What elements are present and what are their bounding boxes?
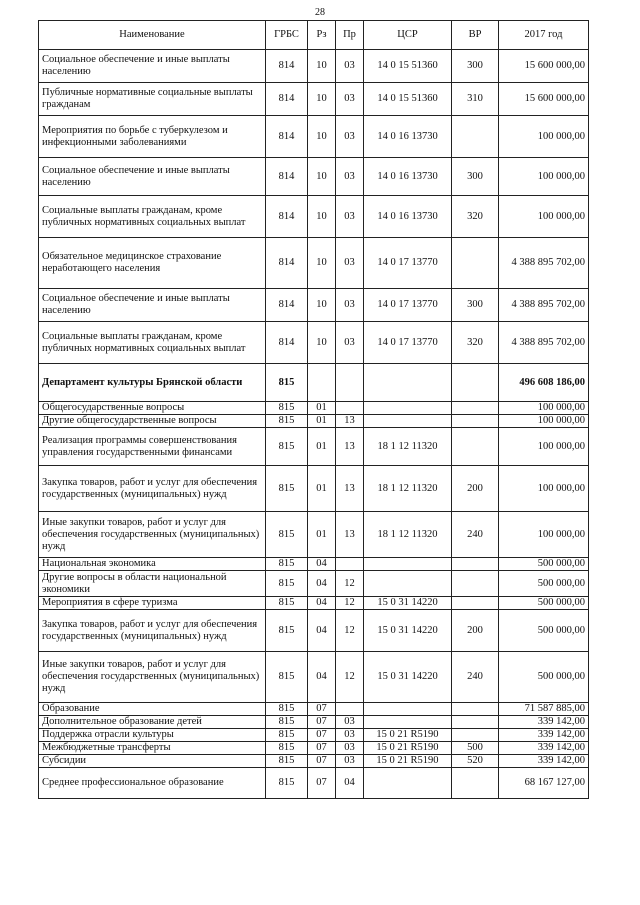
cell-csr: 15 0 31 14220 <box>364 652 452 703</box>
cell-name: Социальное обеспечение и иные выплаты населению <box>39 50 266 83</box>
cell-vr: 200 <box>452 466 499 512</box>
table-row <box>39 402 589 415</box>
cell-grbs: 815 <box>266 466 308 512</box>
cell-rz: 07 <box>308 742 336 755</box>
cell-vr <box>452 415 499 428</box>
cell-amount: 500 000,00 <box>499 597 589 610</box>
table-row <box>39 116 589 158</box>
cell-pr: 12 <box>336 652 364 703</box>
cell-name: Другие вопросы в области национальной экономики <box>39 571 266 597</box>
cell-csr: 15 0 21 R5190 <box>364 755 452 768</box>
cell-amount: 100 000,00 <box>499 196 589 238</box>
cell-vr <box>452 571 499 597</box>
cell-grbs: 815 <box>266 729 308 742</box>
cell-name: Публичные нормативные социальные выплаты гражданам <box>39 83 266 116</box>
cell-rz: 04 <box>308 652 336 703</box>
cell-pr: 03 <box>336 83 364 116</box>
cell-csr <box>364 558 452 571</box>
cell-amount: 100 000,00 <box>499 402 589 415</box>
cell-csr: 14 0 17 13770 <box>364 238 452 289</box>
cell-amount: 100 000,00 <box>499 428 589 466</box>
cell-grbs: 815 <box>266 428 308 466</box>
table-header-row <box>39 21 589 50</box>
cell-pr: 03 <box>336 50 364 83</box>
cell-name: Межбюджетные трансферты <box>39 742 266 755</box>
cell-amount: 339 142,00 <box>499 755 589 768</box>
table-row <box>39 196 589 238</box>
cell-grbs: 815 <box>266 716 308 729</box>
cell-grbs: 814 <box>266 50 308 83</box>
table-row <box>39 158 589 196</box>
cell-pr: 13 <box>336 428 364 466</box>
cell-pr <box>336 558 364 571</box>
cell-vr: 310 <box>452 83 499 116</box>
table-row <box>39 466 589 512</box>
table-row <box>39 83 589 116</box>
cell-name: Поддержка отрасли культуры <box>39 729 266 742</box>
cell-grbs: 815 <box>266 652 308 703</box>
cell-amount: 100 000,00 <box>499 158 589 196</box>
cell-amount: 339 142,00 <box>499 716 589 729</box>
col-header-name: Наименование <box>39 21 266 50</box>
cell-grbs: 815 <box>266 402 308 415</box>
cell-csr: 15 0 21 R5190 <box>364 742 452 755</box>
cell-rz: 01 <box>308 428 336 466</box>
cell-vr <box>452 729 499 742</box>
cell-csr <box>364 571 452 597</box>
cell-amount: 68 167 127,00 <box>499 768 589 799</box>
cell-csr <box>364 768 452 799</box>
cell-name: Департамент культуры Брянской области <box>39 364 266 402</box>
cell-vr <box>452 428 499 466</box>
cell-name: Дополнительное образование детей <box>39 716 266 729</box>
cell-rz: 10 <box>308 158 336 196</box>
cell-rz: 07 <box>308 755 336 768</box>
cell-pr: 03 <box>336 729 364 742</box>
cell-pr: 12 <box>336 597 364 610</box>
cell-grbs: 814 <box>266 196 308 238</box>
cell-vr: 300 <box>452 158 499 196</box>
cell-amount: 500 000,00 <box>499 558 589 571</box>
cell-pr: 03 <box>336 238 364 289</box>
cell-csr: 18 1 12 11320 <box>364 466 452 512</box>
cell-csr: 14 0 17 13770 <box>364 322 452 364</box>
cell-rz: 04 <box>308 597 336 610</box>
cell-rz: 10 <box>308 116 336 158</box>
cell-name: Иные закупки товаров, работ и услуг для обеспечения государственных (муниципальных) нужд <box>39 512 266 558</box>
table-row <box>39 768 589 799</box>
cell-pr: 13 <box>336 466 364 512</box>
cell-pr: 04 <box>336 768 364 799</box>
cell-amount: 339 142,00 <box>499 729 589 742</box>
cell-amount: 4 388 895 702,00 <box>499 289 589 322</box>
cell-grbs: 814 <box>266 238 308 289</box>
cell-grbs: 814 <box>266 83 308 116</box>
col-header-rz: Рз <box>308 21 336 50</box>
cell-rz: 01 <box>308 402 336 415</box>
cell-vr: 320 <box>452 322 499 364</box>
cell-rz: 07 <box>308 768 336 799</box>
cell-amount: 100 000,00 <box>499 116 589 158</box>
col-header-grbs: ГРБС <box>266 21 308 50</box>
cell-grbs: 815 <box>266 571 308 597</box>
cell-rz: 07 <box>308 716 336 729</box>
cell-grbs: 815 <box>266 768 308 799</box>
cell-pr: 03 <box>336 716 364 729</box>
cell-name: Мероприятия по борьбе с туберкулезом и инфекционными заболеваниями <box>39 116 266 158</box>
cell-pr: 03 <box>336 289 364 322</box>
cell-pr <box>336 703 364 716</box>
cell-rz: 01 <box>308 466 336 512</box>
table-row <box>39 755 589 768</box>
table-row <box>39 289 589 322</box>
col-header-vr: ВР <box>452 21 499 50</box>
cell-amount: 500 000,00 <box>499 571 589 597</box>
cell-csr: 15 0 31 14220 <box>364 597 452 610</box>
cell-amount: 100 000,00 <box>499 415 589 428</box>
cell-csr: 18 1 12 11320 <box>364 512 452 558</box>
cell-rz: 07 <box>308 703 336 716</box>
cell-pr: 03 <box>336 755 364 768</box>
cell-grbs: 814 <box>266 116 308 158</box>
cell-csr <box>364 402 452 415</box>
cell-name: Субсидии <box>39 755 266 768</box>
table-row <box>39 742 589 755</box>
cell-vr: 300 <box>452 50 499 83</box>
table-row <box>39 322 589 364</box>
table-row <box>39 415 589 428</box>
cell-vr: 300 <box>452 289 499 322</box>
cell-name: Социальные выплаты гражданам, кроме публичных нормативных социальных выплат <box>39 196 266 238</box>
cell-vr: 520 <box>452 755 499 768</box>
cell-pr: 03 <box>336 322 364 364</box>
table-row <box>39 238 589 289</box>
cell-grbs: 815 <box>266 597 308 610</box>
page-number: 28 <box>315 7 325 18</box>
cell-csr: 14 0 16 13730 <box>364 116 452 158</box>
cell-grbs: 814 <box>266 289 308 322</box>
cell-vr <box>452 116 499 158</box>
cell-amount: 15 600 000,00 <box>499 83 589 116</box>
cell-name: Национальная экономика <box>39 558 266 571</box>
cell-name: Социальное обеспечение и иные выплаты населению <box>39 289 266 322</box>
cell-vr <box>452 597 499 610</box>
table-row <box>39 716 589 729</box>
cell-grbs: 815 <box>266 610 308 652</box>
cell-csr: 14 0 16 13730 <box>364 158 452 196</box>
cell-amount: 339 142,00 <box>499 742 589 755</box>
cell-name: Образование <box>39 703 266 716</box>
cell-pr <box>336 402 364 415</box>
cell-name: Мероприятия в сфере туризма <box>39 597 266 610</box>
table-row <box>39 571 589 597</box>
table-row <box>39 729 589 742</box>
cell-amount: 100 000,00 <box>499 512 589 558</box>
cell-amount: 71 587 885,00 <box>499 703 589 716</box>
cell-name: Общегосударственные вопросы <box>39 402 266 415</box>
cell-csr <box>364 703 452 716</box>
cell-pr: 03 <box>336 196 364 238</box>
cell-csr: 14 0 15 51360 <box>364 50 452 83</box>
table-row <box>39 597 589 610</box>
col-header-pr: Пр <box>336 21 364 50</box>
cell-rz: 10 <box>308 238 336 289</box>
cell-rz: 10 <box>308 83 336 116</box>
cell-rz: 07 <box>308 729 336 742</box>
cell-name: Другие общегосударственные вопросы <box>39 415 266 428</box>
cell-rz: 01 <box>308 512 336 558</box>
cell-name: Реализация программы совершенствования управления государственными финансами <box>39 428 266 466</box>
cell-vr <box>452 716 499 729</box>
cell-vr <box>452 238 499 289</box>
cell-pr: 13 <box>336 415 364 428</box>
table-row <box>39 428 589 466</box>
cell-csr: 15 0 21 R5190 <box>364 729 452 742</box>
cell-pr: 03 <box>336 116 364 158</box>
cell-vr <box>452 402 499 415</box>
cell-vr: 200 <box>452 610 499 652</box>
cell-vr: 240 <box>452 652 499 703</box>
cell-name: Социальное обеспечение и иные выплаты населению <box>39 158 266 196</box>
cell-grbs: 815 <box>266 512 308 558</box>
cell-csr: 14 0 15 51360 <box>364 83 452 116</box>
cell-grbs: 815 <box>266 364 308 402</box>
cell-amount: 500 000,00 <box>499 652 589 703</box>
cell-amount: 15 600 000,00 <box>499 50 589 83</box>
col-header-csr: ЦСР <box>364 21 452 50</box>
cell-rz: 01 <box>308 415 336 428</box>
cell-amount: 4 388 895 702,00 <box>499 238 589 289</box>
cell-amount: 100 000,00 <box>499 466 589 512</box>
cell-rz: 04 <box>308 558 336 571</box>
cell-vr: 240 <box>452 512 499 558</box>
table-row <box>39 512 589 558</box>
cell-name: Закупка товаров, работ и услуг для обеспечения государственных (муниципальных) нужд <box>39 610 266 652</box>
cell-name: Социальные выплаты гражданам, кроме публичных нормативных социальных выплат <box>39 322 266 364</box>
cell-rz: 10 <box>308 196 336 238</box>
cell-pr: 13 <box>336 512 364 558</box>
table-row <box>39 558 589 571</box>
cell-vr <box>452 768 499 799</box>
cell-csr: 15 0 31 14220 <box>364 610 452 652</box>
cell-name: Среднее профессиональное образование <box>39 768 266 799</box>
cell-pr: 12 <box>336 571 364 597</box>
cell-grbs: 815 <box>266 703 308 716</box>
budget-table <box>38 20 589 799</box>
cell-grbs: 814 <box>266 158 308 196</box>
cell-name: Иные закупки товаров, работ и услуг для обеспечения государственных (муниципальных) нужд <box>39 652 266 703</box>
cell-rz: 04 <box>308 610 336 652</box>
cell-amount: 4 388 895 702,00 <box>499 322 589 364</box>
cell-grbs: 815 <box>266 755 308 768</box>
cell-rz <box>308 364 336 402</box>
cell-csr: 14 0 17 13770 <box>364 289 452 322</box>
cell-vr <box>452 703 499 716</box>
cell-pr: 03 <box>336 158 364 196</box>
cell-name: Закупка товаров, работ и услуг для обеспечения государственных (муниципальных) нужд <box>39 466 266 512</box>
cell-pr: 12 <box>336 610 364 652</box>
cell-pr <box>336 364 364 402</box>
cell-amount: 500 000,00 <box>499 610 589 652</box>
cell-vr <box>452 558 499 571</box>
cell-rz: 10 <box>308 322 336 364</box>
cell-rz: 04 <box>308 571 336 597</box>
table-row <box>39 652 589 703</box>
cell-grbs: 815 <box>266 558 308 571</box>
table-row <box>39 610 589 652</box>
cell-amount: 496 608 186,00 <box>499 364 589 402</box>
col-header-amount: 2017 год <box>499 21 589 50</box>
table-row <box>39 364 589 402</box>
cell-csr <box>364 716 452 729</box>
cell-grbs: 815 <box>266 415 308 428</box>
cell-vr: 320 <box>452 196 499 238</box>
cell-csr: 14 0 16 13730 <box>364 196 452 238</box>
cell-rz: 10 <box>308 289 336 322</box>
cell-grbs: 815 <box>266 742 308 755</box>
table-row <box>39 703 589 716</box>
cell-vr <box>452 364 499 402</box>
cell-rz: 10 <box>308 50 336 83</box>
cell-csr <box>364 415 452 428</box>
cell-csr <box>364 364 452 402</box>
table-row <box>39 50 589 83</box>
cell-csr: 18 1 12 11320 <box>364 428 452 466</box>
cell-name: Обязательное медицинское страхование неработающего населения <box>39 238 266 289</box>
cell-grbs: 814 <box>266 322 308 364</box>
cell-vr: 500 <box>452 742 499 755</box>
cell-pr: 03 <box>336 742 364 755</box>
